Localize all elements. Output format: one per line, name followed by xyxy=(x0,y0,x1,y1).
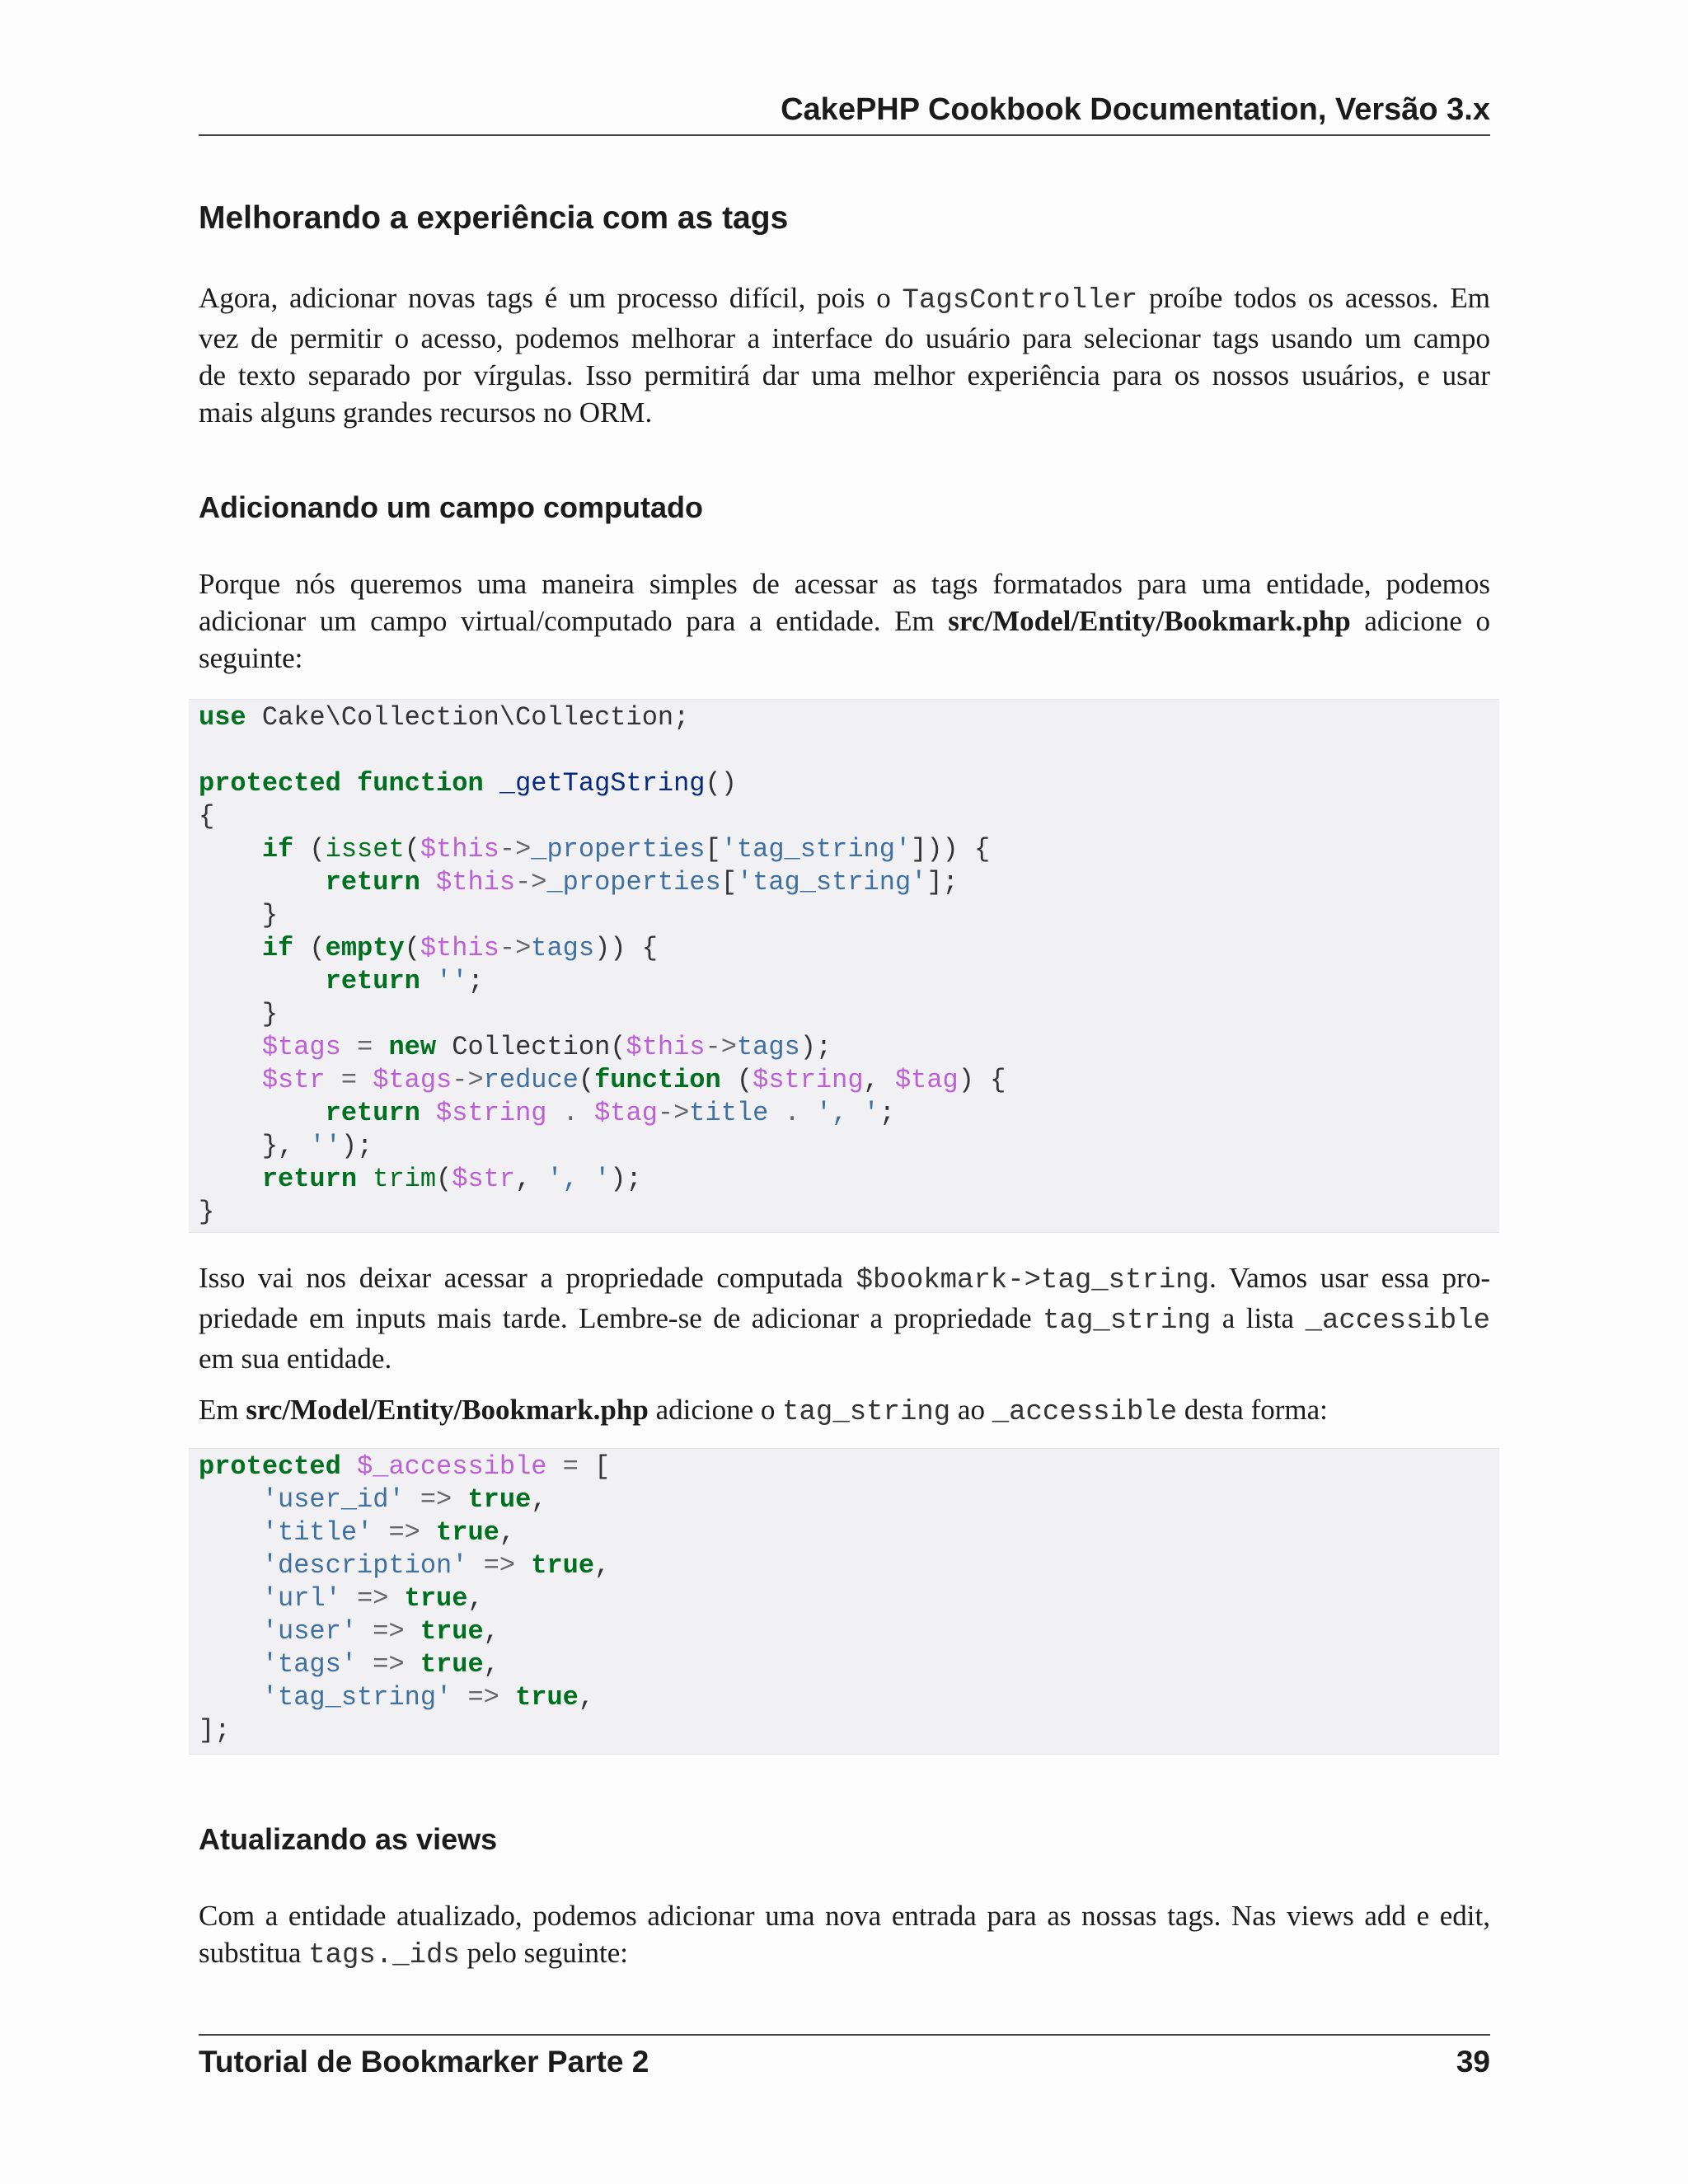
instruction-paragraph xyxy=(199,1391,1490,1432)
inline-code: tags._ids xyxy=(308,1940,460,1971)
page-number: 39 xyxy=(1456,2045,1490,2079)
inline-code: tag_string xyxy=(782,1397,951,1428)
intro-paragraph xyxy=(199,279,1490,431)
code-line: use Cake\Collection\Collection; xyxy=(199,702,690,733)
text-line: Agora, adicionar novas tags é um processo difícil, pois o TagsController proíbe todos os acessos. Em xyxy=(199,282,1490,316)
text-line: seguinte: xyxy=(199,642,303,674)
text-line: Porque nós queremos uma maneira simples de acessar as tags formatados para uma entidade, podemos xyxy=(199,568,1490,600)
footer-chapter-title: Tutorial de Bookmarker Parte 2 xyxy=(199,2045,649,2079)
text-line: priedade em inputs mais tarde. Lembre-se de adicionar a propriedade tag_string a lista _accessible xyxy=(199,1302,1490,1337)
views-paragraph xyxy=(199,1897,1490,1975)
subsection-heading: Adicionando um campo computado xyxy=(199,490,704,524)
file-path: src/Model/Entity/Bookmark.php xyxy=(948,605,1351,637)
inline-code: TagsController xyxy=(902,285,1138,316)
header-rule xyxy=(199,134,1490,136)
code-block-get-tag-string: use Cake\Collection\Collection; protected function _getTagString() { if (isset($this->_properties['tag_string'])) { return $this->_properties['tag_string']; } if (empty($this->tags)) { return ''; } $tags = new Collection($this->tags); $str = $tags->reduce(function ($string, $tag) { return $string . $tag->title . ', '; }, ''); return trim($str, ', '); } xyxy=(189,699,1499,1233)
accessible-paragraph xyxy=(199,1259,1490,1377)
inline-code: tag_string xyxy=(1043,1305,1212,1337)
code-block-accessible: protected $_accessible = [ 'user_id' => true, 'title' => true, 'description' => true, 'url' => true, 'user' => true, 'tags' => true, 'tag_string' => true, ]; xyxy=(189,1448,1499,1755)
text-line: substitua tags._ids pelo seguinte: xyxy=(199,1937,628,1971)
text-line: Isso vai nos deixar acessar a propriedade computada $bookmark->tag_string. Vamos usar essa pro- xyxy=(199,1262,1490,1296)
code-line: protected function _getTagString() xyxy=(199,768,737,799)
text-line: Em src/Model/Entity/Bookmark.php adicione o tag_string ao _accessible desta forma: xyxy=(199,1394,1328,1428)
text-line: mais alguns grandes recursos no ORM. xyxy=(199,396,653,429)
inline-code: _accessible xyxy=(992,1397,1178,1428)
inline-code: _accessible xyxy=(1305,1305,1490,1337)
computed-field-paragraph xyxy=(199,565,1490,677)
running-header: CakePHP Cookbook Documentation, Versão 3.x xyxy=(781,92,1490,127)
text-line: adicionar um campo virtual/computado para a entidade. Em src/Model/Entity/Bookmark.php adicione o xyxy=(199,605,1490,637)
text-line: Com a entidade atualizado, podemos adicionar uma nova entrada para as nossas tags. Nas views add e edit, xyxy=(199,1900,1490,1932)
text-line: de texto separado por vírgulas. Isso permitirá dar uma melhor experiência para os nossos usuários, e usar xyxy=(199,359,1490,391)
inline-code: $bookmark->tag_string xyxy=(856,1265,1210,1296)
text-line: em sua entidade. xyxy=(199,1343,392,1375)
text-line: vez de permitir o acesso, podemos melhorar a interface do usuário para selecionar tags usando um campo xyxy=(199,322,1490,354)
footer-rule xyxy=(199,2034,1490,2036)
file-path: src/Model/Entity/Bookmark.php xyxy=(246,1394,649,1426)
section-heading: Melhorando a experiência com as tags xyxy=(199,200,789,236)
subsection-heading: Atualizando as views xyxy=(199,1822,498,1856)
